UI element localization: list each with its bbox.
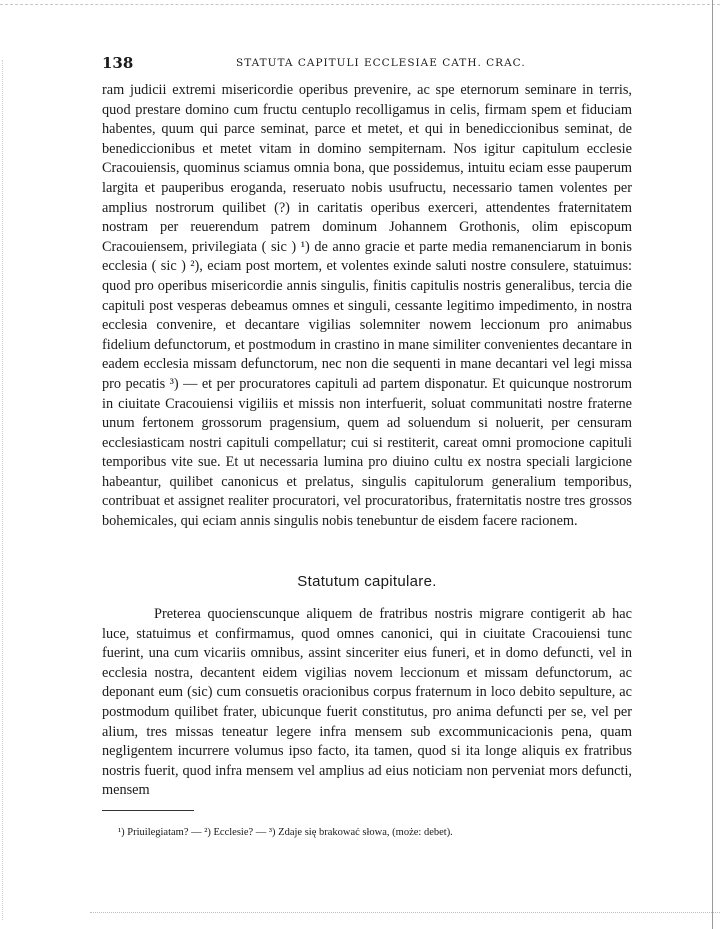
scan-edge-right — [712, 0, 713, 929]
footnote-rule — [102, 810, 194, 811]
page-number: 138 — [102, 54, 134, 72]
scan-edge-bottom — [90, 912, 720, 913]
footnotes: ¹) Priuilegiatam? — ²) Ecclesie? — ³) Zdaje się brakować słowa, (może: debet). — [118, 827, 453, 838]
paragraph-2: Preterea quocienscunque aliquem de fratribus nostris migrare contigerit ab hac luce, statuimus et confirmamus, quod omnes canonici, qui in ciuitate Cracouiensi tunc fuerint, una cum vicariis omnibus, assint sinceriter eius funeri, et in domo defuncti, vel in ecclesia nostra, decantent eidem vigilias novem leccionum et missam defunctorum, ac deponant eum (sic) cum consuetis oracionibus corpus fraternum in loco debito sepulture, ac postmodum quilibet frater, ubicunque fuerit constitutus, pro anima defuncti per se, vel per alium, tres missas teneatur legere infra mensem sub excommunicacionis pena, quam negligentem incurrere volumus ipso facto, ita tamen, quod si ita longe aliquis ex fratribus nostris fuerit, quod infra mensem vel amplius ad eius noticiam non perveniat mors defuncti, mensem — [102, 606, 632, 799]
scan-edge-left — [2, 60, 3, 920]
scan-edge-top — [0, 4, 720, 5]
page-header — [102, 54, 632, 72]
running-head: STATUTA CAPITULI ECCLESIAE CATH. CRAC. — [236, 57, 526, 69]
paragraph-1: ram judicii extremi misericordie operibus prevenire, ac spe eternorum seminare in terris, quod prestare domino cum fructu centuplo recolligamus in celis, firmam spem et fiduciam habentes, quum qui parce seminat, parce et metet, et qui in benediccionibus seminat, de benediccionibus et metet vitam in domino sempiternam. Nos igitur capitulum ecclesie Cracouiensis, quominus sciamus omnia bona, que possidemus, intuitu eciam esse pauperum largita et pauperibus eroganda, reseruato nobis usufructu, necessario tamen volentes per amplius nostrorum quilibet (?) in caritatis operibus exerceri, attendentes fraternitatem nostram per reuerendum patrem dominum Johannem Grothonis, olim episcopum Cracouiensem, privilegiata ( sic ) ¹) de anno gracie et parte media remanenciarum in bonis ecclesia ( sic ) ²), eciam post mortem, et volentes exinde saluti nostre consulere, statuimus: quod pro operibus misericordie annis singulis, finitis capitulis nostris generalibus, tercia die capituli post vesperas debeamus omnes et singuli, cessante legitimo impedimento, in nostra ecclesia convenire, et decantare vigilias solemniter nowem leccionum pro animabus fidelium defunctorum, et postmodum in crastino in mane similiter convenientes decantare in eadem ecclesia missam defunctorum, nec non die sequenti in mane decantari vel legi missa pro pecatis ³) — et per procuratores capituli ad partem disponatur. Et quicunque nostrorum in ciuitate Cracouiensi vigiliis et missis non interfuerit, soluat communitati nostre fraterne unum fertonem grossorum pragensium, quem ad soluendum si noluerit, per censuram ecclesiasticam nostri capituli compellatur; cui si restiterit, careat omni promocione capituli temporibus vite sue. Et ut necessaria lumina pro diuino cultu ex nostra speciali largicione habeantur, quilibet canonicus et prelatus, singulis capitulorum generalium temporibus, contribuat et assignet realiter procuratori, vel procuratoribus, fraternitatis nostre tres grossos bohemicales, qui eciam annis singulis nobis tenebuntur de eisdem facere racionem. — [102, 82, 632, 530]
section-heading: Statutum capitulare. — [297, 573, 437, 590]
